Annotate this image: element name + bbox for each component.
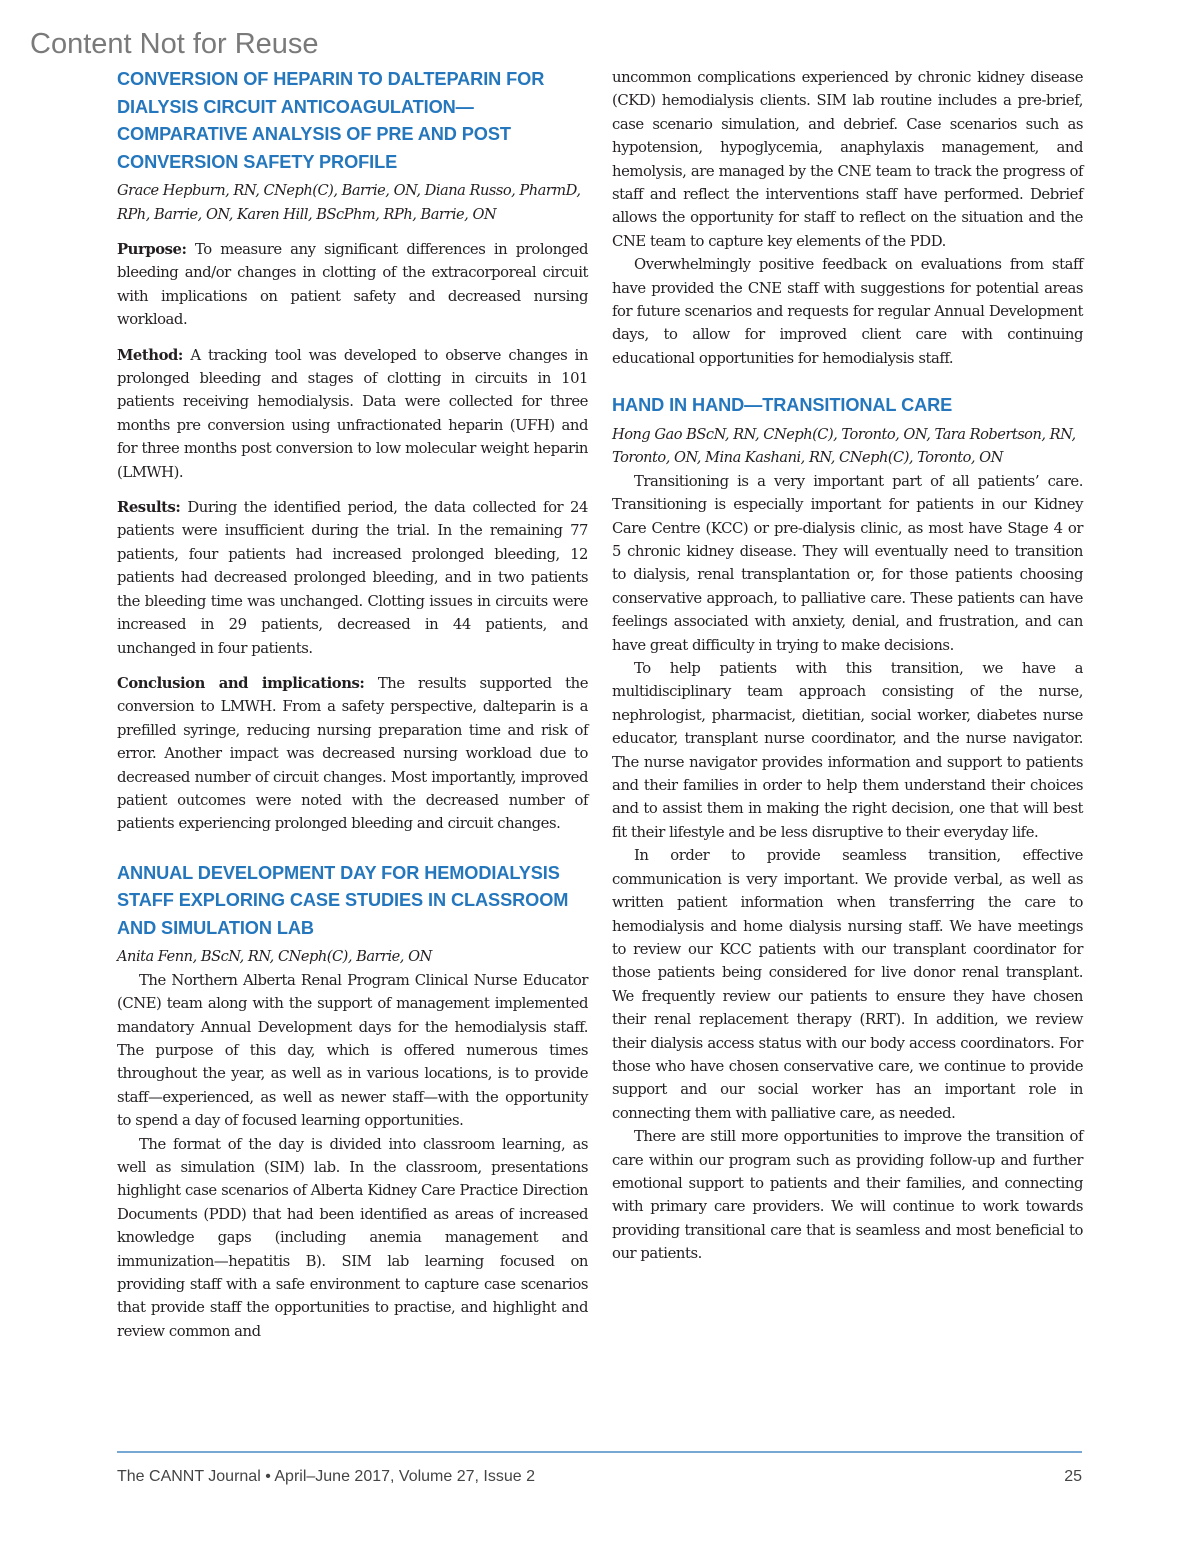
article-paragraph: There are still more opportunities to improve the transition of care within our program such as providing follow-up and further emotional support to patients and their families, and connecting with primary care providers. We will continue to work towards providing transitional care that is seamless and most beneficial to our patients.	[612, 1128, 1083, 1263]
article-paragraph: The Northern Alberta Renal Program Clinical Nurse Educator (CNE) team along with the support of management implemented mandatory Annual Development days for the hemodialysis staff. The purpose of this day, which is offered numerous times throughout the year, as well as in various locations, is to provide staff—experienced, as well as newer staff—with the opportunity to spend a day of focused learning opportunities.	[117, 971, 588, 1130]
abstract-purpose	[117, 238, 588, 332]
results-label: Results:	[117, 499, 181, 517]
article-transitional-care	[612, 392, 1083, 1265]
article-title: HAND IN HAND—TRANSITIONAL CARE	[612, 395, 953, 416]
results-text: During the identified period, the data collected for 24 patients were insufficient during the trial. In the remaining 77 patients, four patients had increased prolonged bleeding, 12 patients had decreased prolonged bleeding, and in two patients the bleeding time was unchanged. Clotting issues in circuits were increased in 29 patients, decreased in 44 patients, and unchanged in four patients.	[117, 499, 588, 657]
abstract-method	[117, 344, 588, 484]
article-annual-development-day	[117, 860, 588, 1344]
method-label: Method:	[117, 346, 183, 364]
article-heparin-conversion	[117, 66, 588, 836]
article-authors: Hong Gao BScN, RN, CNeph(C), Toronto, ON, Tara Robertson, RN, Toronto, ON, Mina Kashani, RN, CNeph(C), Toronto, ON	[612, 425, 1076, 467]
article-paragraph: uncommon complications experienced by chronic kidney disease (CKD) hemodialysis clients. SIM lab routine includes a pre-brief, case scenario simulation, and debrief. Case scenarios such as hypotension, hypoglycemia, anaphylaxis management, and hemolysis, are managed by the CNE team to track the progress of staff and reflect the interventions staff have performed. Debrief allows the opportunity for staff to reflect on the situation and the CNE team to capture key elements of the PDD.	[612, 69, 1083, 250]
abstract-results	[117, 496, 588, 660]
method-text: A tracking tool was developed to observe changes in prolonged bleeding and stages of clotting in circuits in 101 patients receiving hemodialysis. Data were collected for three months pre conversion using unfractionated heparin (UFH) and for three months post conversion to low molecular weight heparin (LMWH).	[117, 346, 588, 481]
article-authors: Anita Fenn, BScN, RN, CNeph(C), Barrie, ON	[117, 948, 432, 966]
journal-citation: The CANNT Journal • April–June 2017, Volume 27, Issue 2	[117, 1468, 535, 1485]
article-annual-development-day-continued	[612, 66, 1083, 370]
abstract-conclusion	[117, 672, 588, 836]
purpose-label: Purpose:	[117, 241, 187, 258]
conclusion-text: The results supported the conversion to LMWH. From a safety perspective, dalteparin is a prefilled syringe, reducing nursing preparation time and risk of error. Another impact was decreased nursing workload due to decreased number of circuit changes. Most importantly, improved patient outcomes were noted with the decreased number of patients experiencing prolonged bleeding and circuit changes.	[117, 674, 588, 833]
article-paragraph: Transitioning is a very important part of all patients’ care. Transitioning is especially important for patients in our Kidney Care Centre (KCC) or pre-dialysis clinic, as most have Stage 4 or 5 chronic kidney disease. They will eventually need to transition to dialysis, renal transplantation or, for those patients choosing conservative approach, to palliative care. These patients can have feelings associated with anxiety, denial, and frustration, and can have great difficulty in trying to make decisions.	[612, 472, 1083, 654]
article-title: ANNUAL DEVELOPMENT DAY FOR HEMODIALYSIS STAFF EXPLORING CASE STUDIES IN CLASSROOM AND SIMULATION LAB	[117, 862, 569, 938]
purpose-text: To measure any significant differences in prolonged bleeding and/or changes in clotting of the extracorporeal circuit with implications on patient safety and decreased nursing workload.	[117, 241, 588, 329]
article-title: CONVERSION OF HEPARIN TO DALTEPARIN FOR DIALYSIS CIRCUIT ANTICOAGULATION—COMPARATIVE ANALYSIS OF PRE AND POST CONVERSION SAFETY PROFILE	[117, 69, 545, 172]
right-column	[612, 66, 1083, 1266]
footer-rule	[117, 1451, 1082, 1453]
left-column	[117, 66, 588, 1343]
conclusion-label: Conclusion and implications:	[117, 674, 365, 692]
article-paragraph: Overwhelmingly positive feedback on evaluations from staff have provided the CNE staff with suggestions for potential areas for future scenarios and requests for regular Annual Development days, to allow for improved client care with continuing educational opportunities for hemodialysis staff.	[612, 256, 1083, 367]
watermark: Content Not for Reuse	[30, 28, 319, 60]
article-paragraph: In order to provide seamless transition, effective communication is very important. We provide verbal, as well as written patient information when transferring the care to hemodialysis and home dialysis nursing staff. We have meetings to review our KCC patients with our transplant coordinator for those patients being considered for live donor renal transplant. We frequently review our patients to ensure they have chosen their renal replacement therapy (RRT). In addition, we review their dialysis access status with our body access coordinators. For those who have chosen conservative care, we continue to provide support and our social worker has an important role in connecting them with palliative care, as needed.	[612, 847, 1083, 1122]
page-number: 25	[1064, 1468, 1082, 1485]
article-paragraph: To help patients with this transition, we have a multidisciplinary team approach consisting of the nurse, nephrologist, pharmacist, dietitian, social worker, diabetes nurse educator, transplant nurse coordinator, and the nurse navigator. The nurse navigator provides information and support to patients and their families in order to help them understand their choices and to assist them in making the right decision, one that will best fit their lifestyle and be less disruptive to their everyday life.	[612, 660, 1083, 841]
article-authors: Grace Hepburn, RN, CNeph(C), Barrie, ON, Diana Russo, PharmD, RPh, Barrie, ON, Karen Hill, BScPhm, RPh, Barrie, ON	[117, 182, 581, 223]
article-paragraph: The format of the day is divided into classroom learning, as well as simulation (SIM) lab. In the classroom, presentations highlight case scenarios of Alberta Kidney Care Practice Direction Documents (PDD) that had been identified as areas of increased knowledge gaps (including anemia management and immunization—hepatitis B). SIM lab learning focused on providing staff with a safe environment to capture case scenarios that provide staff the opportunities to practise, and highlight and review common and	[117, 1135, 588, 1340]
